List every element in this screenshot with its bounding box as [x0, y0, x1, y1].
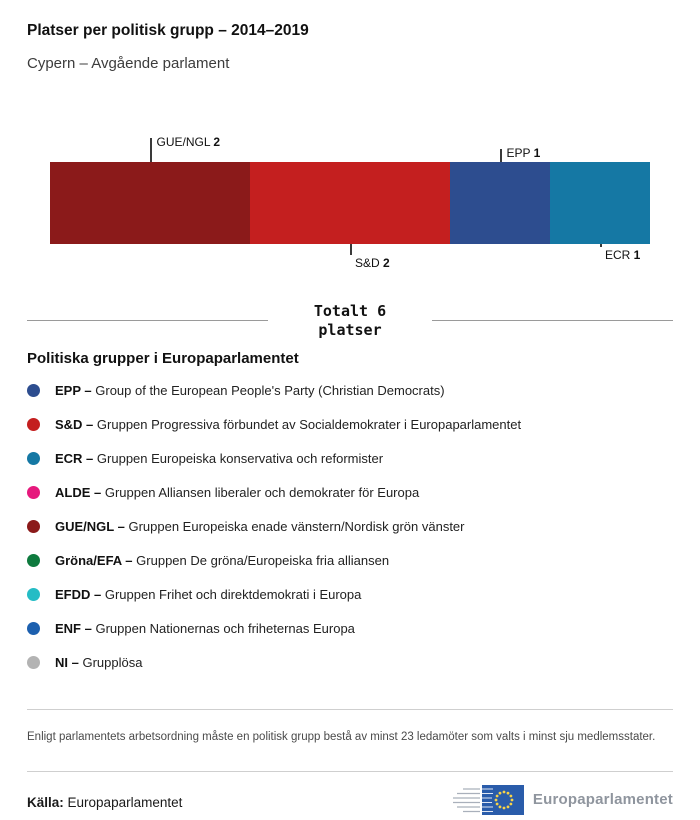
group-color-dot — [27, 656, 40, 669]
group-abbr: EFDD – — [55, 586, 102, 602]
source-label: Källa: — [27, 794, 64, 810]
group-color-dot — [27, 486, 40, 499]
group-name: Gruppen Europeiska konservativa och reformister — [96, 450, 384, 466]
bar-callout — [350, 244, 390, 270]
group-name: Gruppen Nationernas och friheternas Europa — [95, 620, 355, 636]
legend-item-guengl — [27, 516, 673, 537]
legend-heading: Politiska grupper i Europaparlamentet — [27, 349, 299, 367]
group-seat-label: GUE/NGL 2 — [156, 135, 221, 149]
chart-labels-bottom — [50, 244, 650, 274]
group-abbr: Gröna/EFA – — [55, 552, 133, 568]
group-color-dot — [27, 622, 40, 635]
european-parliament-logo — [449, 784, 673, 816]
divider-line-left — [27, 320, 268, 321]
source-line — [27, 795, 182, 810]
page-title: Platser per politisk grupp – 2014–2019 — [27, 22, 309, 39]
legend-list — [27, 380, 673, 673]
group-name: Group of the European People's Party (Christian Democrats) — [95, 382, 445, 398]
group-name: Gruppen De gröna/Europeiska fria alliansen — [136, 552, 390, 568]
legend-item-ecr — [27, 448, 673, 469]
callout-tick — [150, 138, 152, 162]
total-seats-line2: platser — [318, 320, 382, 339]
group-abbr: NI – — [55, 654, 79, 670]
bar-segment-s-d[interactable] — [250, 162, 450, 244]
callout-tick — [500, 149, 502, 162]
footnote: Enligt parlamentets arbetsordning måste en politisk grupp bestå av minst 23 ledamöter som valts i minst sju medlemsstater. — [27, 731, 656, 743]
group-color-dot — [27, 554, 40, 567]
callout-tick — [600, 244, 602, 247]
group-abbr: GUE/NGL – — [55, 518, 125, 534]
group-abbr: ENF – — [55, 620, 92, 636]
bar-callout — [600, 244, 640, 262]
legend-item-ni — [27, 652, 673, 673]
bar-segment-ecr[interactable] — [550, 162, 650, 244]
chart-labels-top — [50, 132, 650, 162]
group-color-dot — [27, 384, 40, 397]
page-subtitle: Cypern – Avgående parlament — [27, 55, 230, 72]
stacked-bar — [50, 162, 650, 244]
bar-callout — [500, 146, 541, 162]
total-seats-line1: Totalt 6 — [313, 302, 387, 320]
group-seat-label: S&D 2 — [355, 256, 390, 270]
group-abbr: ALDE – — [55, 484, 102, 500]
source-value: Europaparlamentet — [67, 794, 183, 810]
legend-item-sd — [27, 414, 673, 435]
divider-line-right — [432, 320, 673, 321]
bar-segment-epp[interactable] — [450, 162, 550, 244]
group-name: Gruppen Europeiska enade vänstern/Nordisk grön vänster — [128, 518, 465, 534]
group-abbr: ECR – — [55, 450, 94, 466]
group-abbr: S&D – — [55, 416, 94, 432]
group-color-dot — [27, 588, 40, 601]
bar-segment-gue-ngl[interactable] — [50, 162, 250, 244]
legend-item-enf — [27, 618, 673, 639]
group-abbr: EPP – — [55, 382, 92, 398]
footer — [27, 784, 673, 816]
seats-chart — [50, 132, 650, 274]
group-color-dot — [27, 452, 40, 465]
group-name: Grupplösa — [82, 654, 143, 670]
logo-text: Europaparlamentet — [532, 791, 673, 809]
group-name: Gruppen Frihet och direktdemokrati i Europa — [104, 586, 362, 602]
eu-flag-hemicycle-icon — [449, 784, 525, 816]
group-color-dot — [27, 418, 40, 431]
bar-callout — [150, 135, 221, 162]
total-seats-divider — [27, 302, 673, 340]
footnote-divider-bottom — [27, 771, 673, 772]
footnote-divider-top — [27, 709, 673, 710]
total-seats-label — [268, 302, 432, 340]
group-name: Gruppen Alliansen liberaler och demokrater för Europa — [104, 484, 420, 500]
legend-item-alde — [27, 482, 673, 503]
group-color-dot — [27, 520, 40, 533]
group-name: Gruppen Progressiva förbundet av Socialdemokrater i Europaparlamentet — [96, 416, 522, 432]
legend-item-epp — [27, 380, 673, 401]
legend-item-greens-efa — [27, 550, 673, 571]
group-seat-label: EPP 1 — [506, 146, 541, 160]
callout-tick — [350, 244, 352, 255]
group-seat-label: ECR 1 — [605, 248, 641, 262]
legend-item-efdd — [27, 584, 673, 605]
